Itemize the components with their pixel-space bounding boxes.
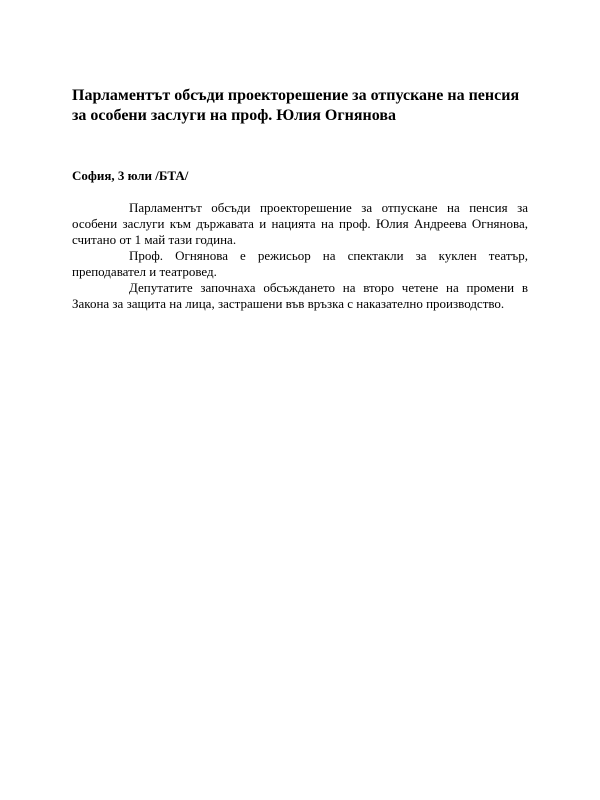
article-title: Парламентът обсъди проекторешение за отпускане на пенсия за особени заслуги на проф. Юлия Огнянова	[72, 87, 520, 124]
article	[72, 86, 528, 312]
article-paragraph: Депутатите започнаха обсъждането на второ четене на промени в Закона за защита на лица, застрашени във връзка с наказателно производство.	[72, 280, 528, 311]
article-body	[72, 200, 528, 312]
article-paragraph: Проф. Огнянова е режисьор на спектакли за куклен театър, преподавател и театровед.	[72, 248, 528, 279]
article-paragraph: Парламентът обсъди проекторешение за отпускане на пенсия за особени заслуги към държавата и нацията на проф. Юлия Андреева Огнянова, считано от 1 май тази година.	[72, 200, 528, 247]
article-dateline: София, 3 юли /БТА/	[72, 168, 189, 183]
